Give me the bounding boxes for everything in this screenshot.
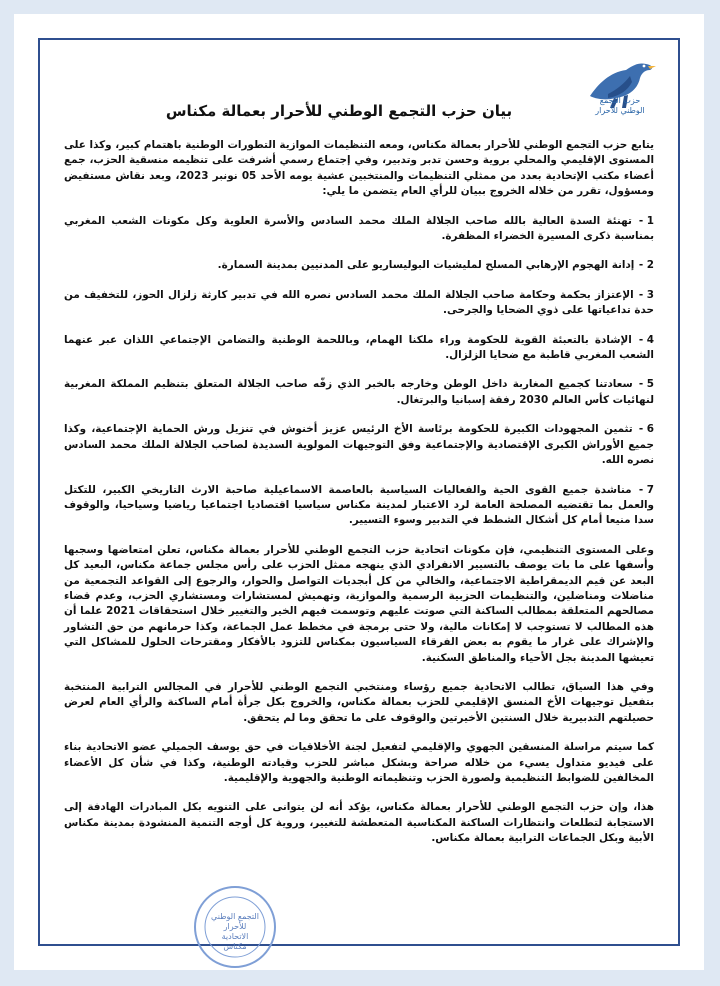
item-number: 6 - bbox=[638, 423, 654, 436]
list-item bbox=[64, 214, 654, 245]
item-number: 3 - bbox=[638, 288, 654, 301]
list-item bbox=[64, 422, 654, 468]
document-page bbox=[14, 14, 704, 970]
item-number: 7 - bbox=[638, 483, 654, 496]
item-text: سعادتنا كجميع المغاربة داخل الوطن وخارجه بالخبر الذي زفّه صاحب الجلالة المتعلق بتنظيم المملكة المغربية لنهائيات كأس العالم 2030 رفقة إسبانيا والبرتغال. bbox=[64, 378, 654, 406]
item-text: إدانة الهجوم الإرهابي المسلح لمليشيات البوليساريو على المدنيين بمدينة السمارة. bbox=[217, 259, 635, 272]
stamp-line1: التجمع الوطني للأحرار bbox=[211, 912, 259, 931]
closing-paragraph: هذا، وإن حزب التجمع الوطني للأحرار بعمالة مكناس، يؤكد أنه لن يتوانى على التنويه بكل المبادرات الهادفة إلى الاستجابة لتطلعات وانتظارات الساكنة المكناسية المتعطشة للتغيير، وروية كل أوجه التنمية المنشودة بمدينة مكناس الأبية وبكل الجماعات الترابية بعمالة مكناس. bbox=[64, 801, 654, 845]
intro-paragraph: يتابع حزب التجمع الوطني للأحرار بعمالة مكناس، ومعه التنظيمات الموازية التطورات الوطنية باهتمام كبير، وكذا على المستوى الإقليمي والمحلي بروية وحسن تدبر وتدبير، وفي إجتماع رسمي أشرفت على تنظيمه منسقية الحزب، جمع أعضاء مكتب الإتحادية بعدد من ممثلي التنظيمات والمنتخبين عشية يومه الأحد 05 نونبر 2023، وبعد نقاش مستفيض ومسؤول، تقرر من خلاله الخروج ببيان للرأي العام يتضمن ما يلي: bbox=[64, 139, 654, 198]
organizational-paragraph: وعلى المستوى التنظيمي، فإن مكونات اتحادية حزب التجمع الوطني للأحرار بعمالة مكناس، تعلن امتعاضها وسجبها وأسفها على ما بات يوصف بالتسيير الانفرادي الذي ينهجه ممثل الحزب على رأس مجلس جماعة مكناس، البعيد كل البعد عن قيم الديمقراطية الاجتماعية، والخالي من كل أبجديات التواصل والحوار، والرجوع إلى القواعد التجمعية من مناضلات ومناضلين، والتنظيمات الحزبية الرسمية والموازية، وتهميش لمستشارات ومستشاري الحزب، وعدم قضاء مصالحهم المتعلقة بمطالب الساكنة التي صوتت عليهم وتوسمت فيهم الخير والتغيير خلال استحقاقات 2021 علما أن هذه المطالب لا تستوجب لا إمكانات مالية، ولا حتى برمجة في مخطط عمل الجماعة، وكذا حرمانهم من حق التشاور والإشراك على غرار ما يقوم به بعض الفرقاء السياسيون بمكناس للتزود بالأفكار ومقترحات الحلول للمشاكل التي تعيشها المدينة بجل الأحياء والمناطق السكنية. bbox=[64, 543, 654, 664]
logo-caption bbox=[580, 96, 660, 116]
stamp-line3: مكناس bbox=[223, 942, 247, 951]
logo-text-line1: حزب التجمع bbox=[599, 96, 641, 105]
item-number: 2 - bbox=[638, 259, 654, 272]
stamp-line2: الاتحادية bbox=[221, 932, 249, 941]
list-item bbox=[64, 377, 654, 408]
document-title: بيان حزب التجمع الوطني للأحرار بعمالة مكناس bbox=[165, 102, 513, 120]
item-text: تثمين المجهودات الكبيرة للحكومة برئاسة الأخ الرئيس عزيز أخنوش في تنزيل ورش الحماية الإجتماعية، وكذا جميع الأوراش الكبرى الإقتصادية والإجتماعية وفق التوجيهات المولوية السديدة لصاحب الجلالة الملك محمد السادس نصره الله. bbox=[64, 423, 654, 467]
stamp-text bbox=[204, 912, 266, 952]
item-text: تهنئة السدة العالية بالله صاحب الجلالة الملك محمد السادس والأسرة العلوية وكل مكونات الشعب المغربي بمناسبة ذكرى المسيرة الخضراء المظفرة. bbox=[64, 214, 654, 243]
item-text: الإعتزاز بحكمة وحكامة صاحب الجلالة الملك محمد السادس نصره الله في تدبير كارثة زلزال الحوز، للتخفيف من حدة تداعياتها على ذوي الضحايا والجرحى. bbox=[64, 288, 654, 317]
item-number: 5 - bbox=[638, 378, 654, 391]
item-number: 4 - bbox=[638, 333, 655, 346]
list-item bbox=[64, 333, 654, 364]
item-number: 1 - bbox=[638, 214, 654, 227]
list-item bbox=[64, 258, 654, 273]
ethics-paragraph: كما سيتم مراسلة المنسقين الجهوي والإقليمي لتفعيل لجنة الأخلاقيات في حق يوسف الجميلي عضو الاتحادية بناء على فيديو متداول يسيء من خلاله صراحة وبشكل مباشر للحزب وقيادته الوطنية، وكذا في شأن كل الأعضاء المخالفين للضوابط التنظيمية ولصورة الحزب وتنظيماته الوطنية والجهوية والإقليمية. bbox=[64, 741, 654, 784]
item-text: مناشدة جميع القوى الحية والفعاليات السياسية بالعاصمة الاسماعيلية صاحبة الارث التاريخي الكبير، للتكتل والعمل بما تقتضيه المصلحة العامة لرد الاعتبار لمدينة مكناس سياسيا اقتصاديا اجتماعيا رياضيا وسياحيا، والوقوف سدا منيعا أمام كل أشكال الشطط في التدبير وسوء التسيير. bbox=[64, 483, 654, 527]
document-body bbox=[64, 138, 654, 861]
item-text: الإشادة بالتعبئة القوية للحكومة وراء ملكنا الهمام، وباللحمة الوطنية والتضامن الإجتماعي اللذان عبر عنهما الشعب المغربي قاطبة مع ضحايا الزلزال. bbox=[64, 333, 654, 362]
demand-paragraph: وفي هذا السياق، تطالب الاتحادية جميع رؤساء ومنتخبي التجمع الوطني للأحرار في المجالس الترابية المنتخبة بتفعيل توجيهات الأخ المنسق الإقليمي للحزب بعمالة مكناس، والخروج بكل جرأة أمام الساكنة والرأي العام لعرض حصيلتهم التدبيرية خلال السنتين الأخيرتين والوقوف على ما تحقق وما لم يتحقق. bbox=[64, 680, 654, 724]
logo-text-line2: الوطني للأحرار bbox=[595, 106, 645, 115]
list-item bbox=[64, 483, 654, 529]
list-item bbox=[64, 288, 654, 319]
